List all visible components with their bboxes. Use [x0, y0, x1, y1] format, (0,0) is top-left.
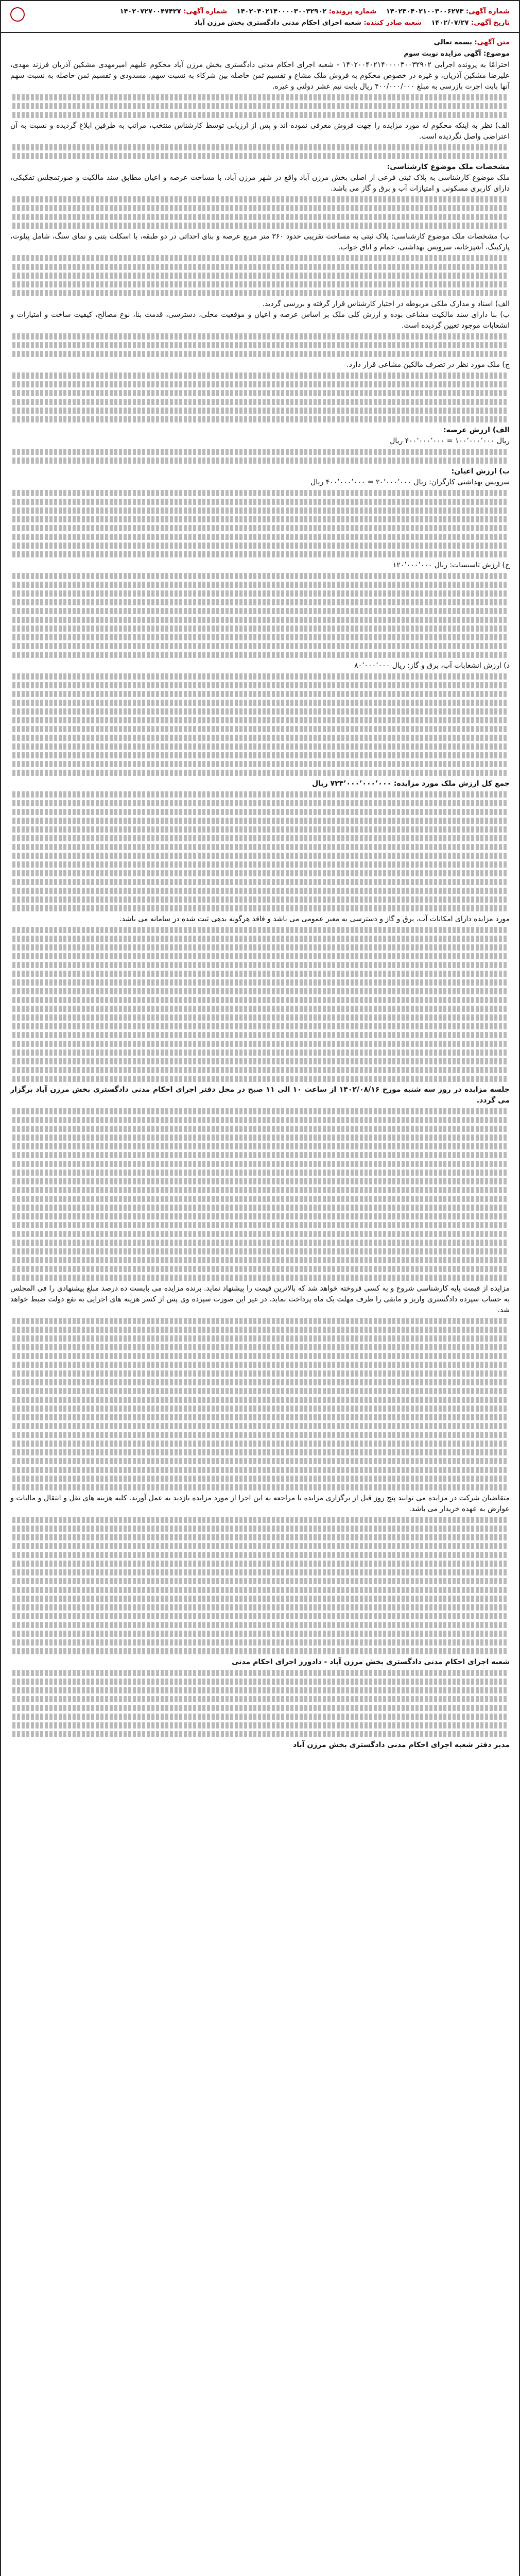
- text-line: [12, 112, 508, 118]
- text-line: [12, 1362, 508, 1368]
- text-line: [12, 818, 508, 824]
- text-line: [12, 1187, 508, 1193]
- text-line: [12, 1134, 508, 1141]
- text-line: [12, 573, 508, 579]
- notice-body: [8, 60, 512, 1751]
- body-paragraph-12: ج) ارزش تاسیسات: ریال ۱۲۰٬۰۰۰٬۰۰۰: [392, 561, 510, 569]
- text-line: [12, 861, 508, 868]
- text-line: [12, 1067, 508, 1073]
- text-line: [12, 1388, 508, 1394]
- subject-label: موضوع:: [483, 50, 510, 58]
- text-line: [12, 1014, 508, 1021]
- text-line: [12, 791, 508, 798]
- text-line: [12, 582, 508, 588]
- text-line: [12, 1622, 508, 1628]
- body-paragraph-13: د) ارزش انشعابات آب، برق و گاز: ریال ۸۰٬۰۰۰٬۰۰۰: [354, 662, 510, 670]
- text-line: [12, 1476, 508, 1482]
- text-line: [12, 1440, 508, 1447]
- text-line: [12, 1696, 508, 1702]
- text-line: [12, 1213, 508, 1219]
- text-line: [12, 997, 508, 1003]
- text-line: [12, 1526, 508, 1532]
- text-line: [12, 1714, 508, 1720]
- text-line: [12, 408, 508, 414]
- text-line: [12, 1679, 508, 1685]
- text-line: [12, 1631, 508, 1637]
- text-line: [12, 590, 508, 597]
- text-line: [12, 281, 508, 287]
- text-line: [12, 103, 508, 109]
- header-divider: [1, 32, 519, 33]
- text-line: [12, 673, 508, 680]
- text-line: [12, 752, 508, 758]
- text-line: [12, 507, 508, 514]
- text-line: [12, 1484, 508, 1490]
- text-line: [12, 390, 508, 396]
- body-paragraph-18: متقاضیان شرکت در مزایده می توانند پنج روز قبل از برگزاری مزایده با مراجعه به این اجرا از مورد مزایده بازدید به عمل آورند. کلیه هزینه های نقل و انتقال و مالیات و عوارض به عهده خریدار می باشد.: [10, 1494, 510, 1513]
- text-line: [12, 1458, 508, 1464]
- body-paragraph-11: سرویس بهداشتی کارگران: ریال ۲۰٬۰۰۰٬۰۰۰ = ۴۰۰٬۰۰۰٬۰۰۰ ریال: [310, 478, 510, 486]
- text-line: [12, 1705, 508, 1711]
- text-line: [12, 691, 508, 697]
- bismillah: بسمه تعالی: [434, 39, 472, 46]
- text-line: [12, 551, 508, 557]
- text-line: [12, 381, 508, 387]
- body-paragraph-3: ملک موضوع کارشناسی به پلاک ثبتی فرعی از اصلی بخش مرزن آباد واقع در شهر مرزن آباد، با مساحت عرصه و اعیان مطابق سند مالکیت و صورتمجلس تفکیکی، دارای کاربری مسکونی و امتیازات آب و برق و گاز می باشد.: [10, 174, 510, 193]
- text-line: [12, 516, 508, 522]
- text-line: [12, 525, 508, 531]
- text-line: [12, 1327, 508, 1333]
- text-line: [12, 708, 508, 715]
- body-paragraph-7: ج) ملک مورد نظر در تصرف مالکین مشاعی قرار دارد.: [346, 361, 510, 369]
- body-paragraph-15: مورد مزایده دارای امکانات آب، برق و گاز و دسترسی به معبر عمومی می باشد و فاقد هرگونه بدهی ثبت شده در سامانه می باشد.: [119, 915, 510, 923]
- text-line: [12, 953, 508, 959]
- text-line: [12, 896, 508, 903]
- issuing-branch-label: شعبه صادر کننده:: [363, 19, 422, 27]
- text-line: [12, 457, 508, 464]
- body-paragraph-4: ب) مشخصات ملک موضوع کارشناسی: پلاک ثبتی به مساحت تقریبی حدود ۳۶۰ متر مربع عرصه و بنای احداثی در دو طبقه، با اسکلت بتنی و نمای سنگ، شامل پیلوت، پارکینگ، آشپزخانه، سرویس بهداشتی، حمام و اتاق خواب.: [10, 232, 510, 251]
- text-line: [12, 264, 508, 270]
- subject-value: آگهی مزایده نوبت سوم: [404, 50, 481, 58]
- text-line: [12, 1161, 508, 1167]
- header-row-date: [8, 18, 512, 29]
- text-line: [12, 449, 508, 455]
- text-line: [12, 770, 508, 776]
- text-line: [12, 1414, 508, 1420]
- text-line: [12, 1731, 508, 1737]
- text-line: [12, 1108, 508, 1114]
- text-line: [12, 1648, 508, 1654]
- text-line: [12, 534, 508, 540]
- text-line: [12, 1423, 508, 1429]
- text-line: [12, 1205, 508, 1211]
- text-line: [12, 726, 508, 732]
- notice-number-label: شماره آگهی:: [465, 8, 510, 15]
- issuing-branch-value: شعبه اجرای احکام مدنی دادگستری بخش مرزن آباد: [194, 19, 361, 27]
- text-line: [12, 1353, 508, 1359]
- official-seal-icon: [10, 7, 25, 22]
- body-paragraph-2: مشخصات ملک موضوع کارشناسی:: [387, 163, 510, 171]
- text-line: [12, 372, 508, 379]
- text-line: [12, 1222, 508, 1228]
- text-line: [12, 1240, 508, 1246]
- text-line: [12, 1257, 508, 1263]
- signature-line: مدیر دفتر شعبه اجرای احکام مدنی دادگستری بخش مرزن آباد: [292, 1741, 510, 1749]
- text-line: [12, 617, 508, 623]
- text-line: [12, 717, 508, 723]
- text-line: [12, 94, 508, 100]
- body-paragraph-1: الف) نظر به اینکه محکوم له مورد مزایده را جهت فروش معرفی نموده اند و پس از ارزیابی توسط کارشناس منتخب، مراتب به طرفین ابلاغ گردیده و نسبت به آن اعتراضی واصل نگردیده است.: [10, 122, 510, 141]
- notice-number-value: ۱۴۰۲۳۰۴۰۲۱۰۰۳۰۰۶۲۷۳: [386, 8, 464, 15]
- text-line: [12, 652, 508, 658]
- text-line: [12, 927, 508, 933]
- text-line: [12, 1006, 508, 1012]
- text-line: [12, 800, 508, 806]
- text-line: [12, 1335, 508, 1342]
- text-line: [12, 1196, 508, 1202]
- text-line: [12, 888, 508, 894]
- body-paragraph-8: الف) ارزش عرصه:: [443, 426, 510, 434]
- text-line: [12, 1344, 508, 1350]
- text-line: [12, 1379, 508, 1385]
- text-line: [12, 1152, 508, 1158]
- text-line: [12, 351, 508, 357]
- text-line: [12, 1587, 508, 1593]
- text-line: [12, 1032, 508, 1038]
- text-line: [12, 879, 508, 885]
- text-line: [12, 1058, 508, 1064]
- body-paragraph-16: جلسه مزایده در روز سه شنبه مورخ ۱۴۰۲/۰۸/۱۶ از ساعت ۱۰ الی ۱۱ صبح در محل دفتر اجرای احکام مدنی دادگستری بخش مرزن آباد برگزار می گردد.: [10, 1086, 510, 1105]
- body-paragraph-14: جمع کل ارزش ملک مورد مزایده: ۷۲۴٬۰۰۰٬۰۰۰٬۰۰۰ ریال: [311, 779, 510, 788]
- text-line: [12, 735, 508, 741]
- text-line: [12, 905, 508, 911]
- body-paragraph-5: الف) اسناد و مدارک ملکی مربوطه در اختیار کارشناس قرار گرفته و بررسی گردید.: [262, 300, 510, 308]
- text-line: [12, 499, 508, 505]
- text-line: [12, 1639, 508, 1646]
- text-line: [12, 1604, 508, 1611]
- text-line: [12, 1467, 508, 1473]
- text-line: [12, 196, 508, 202]
- text-line: [12, 333, 508, 340]
- text-line: [12, 1266, 508, 1272]
- text-line: [12, 1613, 508, 1619]
- text-line: [12, 608, 508, 614]
- text-line: [12, 1370, 508, 1377]
- text-line: [12, 1722, 508, 1728]
- text-line: [12, 1449, 508, 1455]
- text-line: [12, 1170, 508, 1176]
- text-line: [12, 599, 508, 605]
- text-line: [12, 1561, 508, 1567]
- text-line: [12, 1543, 508, 1549]
- text-line: [12, 700, 508, 706]
- text-line: [12, 1670, 508, 1676]
- notice-text-label: متن آگهی:: [474, 39, 510, 46]
- body-paragraph-6: ب) بنا دارای سند مالکیت مشاعی بوده و ارزش کلی ملک بر اساس عرصه و اعیان و موقعیت محلی، دسترسی، قدمت بنا، نوع مصالح، کیفیت ساخت و امتیازات و انشعابات موجود تعیین گردیده است.: [10, 311, 510, 330]
- text-line: [12, 1041, 508, 1047]
- text-line: [12, 743, 508, 750]
- text-line: [12, 761, 508, 767]
- text-line: [12, 979, 508, 986]
- text-line: [12, 1076, 508, 1082]
- text-line: [12, 625, 508, 632]
- text-line: [12, 1023, 508, 1029]
- text-line: [12, 682, 508, 688]
- case-number-label: شماره پرونده:: [328, 8, 377, 15]
- text-line: [12, 936, 508, 942]
- body-paragraph-17: مزایده از قیمت پایه کارشناسی شروع و به کسی فروخته خواهد شد که بالاترین قیمت را پیشنهاد نماید. برنده مزایده می بایست ده درصد مبلغ پیشنهادی را فی المجلس به حساب سپرده دادگستری واریز و مابقی را ظرف مهلت یک ماه پرداخت نماید، در غیر این صورت سپرده وی پس از کسر هزینه های اجرایی به نفع دولت ضبط خواهد شد.: [10, 1284, 510, 1314]
- notice-date-label: تاریخ آگهی:: [471, 19, 510, 27]
- body-paragraph-10: ب) ارزش اعیان:: [451, 467, 510, 476]
- notice-subject: [8, 48, 512, 60]
- body-paragraph-19: شعبه اجرای احکام مدنی دادگستری بخش مرزن آباد - دادورز اجرای احکام مدنی: [232, 1658, 510, 1666]
- text-line: [12, 1432, 508, 1438]
- text-line: [12, 290, 508, 296]
- text-line: [12, 643, 508, 649]
- text-line: [12, 870, 508, 876]
- text-line: [12, 1117, 508, 1123]
- text-line: [12, 844, 508, 850]
- text-line: [12, 214, 508, 220]
- text-line: [12, 255, 508, 261]
- text-line: [12, 1231, 508, 1237]
- body-paragraph-9: ریال ۱۰۰٬۰۰۰٬۰۰۰ = ۴۰۰٬۰۰۰٬۰۰۰ ریال: [390, 437, 510, 445]
- text-line: [12, 342, 508, 348]
- notice-id-label: شماره آگهی:: [183, 8, 228, 15]
- text-line: [12, 1126, 508, 1132]
- text-line: [12, 223, 508, 229]
- text-line: [12, 1397, 508, 1403]
- text-line: [12, 1569, 508, 1575]
- text-line: [12, 1049, 508, 1056]
- text-line: [12, 1578, 508, 1584]
- text-line: [12, 1275, 508, 1281]
- body-intro: احترامًا به پرونده اجرایی ۱۴۰۲۰۰۴۰۲۱۴۰۰۰۰۳۰۰۳۲۹۰۲ - شعبه اجرای احکام مدنی دادگستری بخش مرزن آباد محکوم علیهم امیرمهدی مشکین آذریان فرزند مهدی، علیرضا مشکین آذریان، و غیره در خصوص محکوم به فروش ملک مشاع و تقسیم ثمن حاصله بین شرکاء به نسبت سهم، مسدودی و تقسیم ثمن حاصله به نسبت سهم آنها بابت اجرت بازرسی به مبلغ ۴۰۰/۰۰۰/۰۰۰ ریال بابت نیم عشر دولتی و غیره.: [10, 61, 510, 91]
- text-line: [12, 205, 508, 211]
- text-line: [12, 273, 508, 279]
- text-line: [12, 416, 508, 422]
- case-number-value: ۱۴۰۲۰۴۰۲۱۴۰۰۰۰۳۰۰۳۲۹۰۲: [236, 8, 327, 15]
- notice-id-value: ۱۴۰۲۰۷۲۷۰۰۴۷۴۲۷: [119, 8, 181, 15]
- text-line: [12, 490, 508, 496]
- text-line: [12, 835, 508, 841]
- text-line: [12, 399, 508, 405]
- text-line: [12, 1248, 508, 1255]
- header-row-numbers: [8, 6, 512, 18]
- text-line: [12, 543, 508, 549]
- notice-date-value: ۱۴۰۲/۰۷/۲۷: [431, 19, 469, 27]
- text-line: [12, 853, 508, 859]
- text-line: [12, 1517, 508, 1523]
- text-line: [12, 1318, 508, 1324]
- notice-text-heading: [8, 37, 512, 48]
- text-line: [12, 1143, 508, 1149]
- text-line: [12, 809, 508, 815]
- text-line: [12, 1687, 508, 1693]
- text-line: [12, 826, 508, 833]
- text-line: [12, 971, 508, 977]
- text-line: [12, 144, 508, 150]
- text-line: [12, 634, 508, 640]
- text-line: [12, 1178, 508, 1184]
- text-line: [12, 1534, 508, 1540]
- text-line: [12, 1405, 508, 1412]
- text-line: [12, 153, 508, 159]
- text-line: [12, 944, 508, 951]
- text-line: [12, 962, 508, 968]
- text-line: [12, 1552, 508, 1558]
- text-line: [12, 1596, 508, 1602]
- text-line: [12, 988, 508, 994]
